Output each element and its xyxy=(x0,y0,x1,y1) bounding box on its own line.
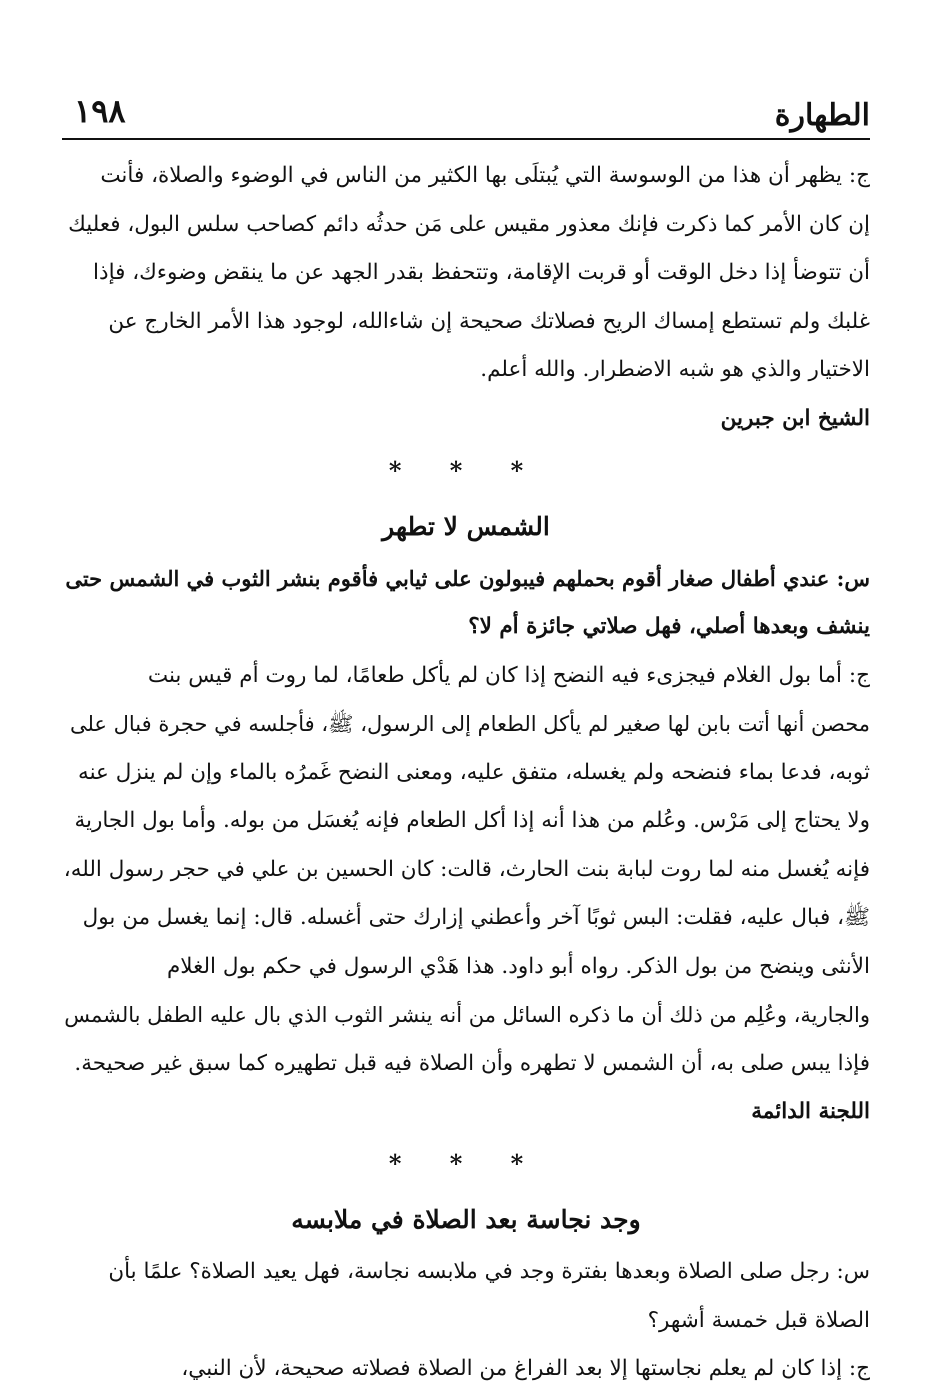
answer-line: ج: أما بول الغلام فيجزىء فيه النضح إذا كان لم يأكل طعامًا، لما روت أم قيس بنت xyxy=(147,662,870,688)
question-line: س: عندي أطفال صغار أقوم بحملهم فيبولون على ثيابي فأقوم بنشر الثوب في الشمس حتى xyxy=(65,565,870,591)
answer-line: ﷺ، فبال عليه، فقلت: البس ثوبًا آخر وأعطني إزارك حتى أغسله. قال: إنما يغسل من بول xyxy=(82,905,870,930)
page-content xyxy=(62,152,870,1394)
attribution: الشيخ ابن جبرين xyxy=(720,405,870,431)
chapter-title: الطهارة xyxy=(774,98,870,133)
answer-line: ولا يحتاج إلى مَرْس. وعُلم من هذا أنه إذا أكل الطعام فإنه يُغسَل من بوله. وأما بول الجارية xyxy=(74,808,870,833)
page-number: ١٩٨ xyxy=(74,92,126,130)
section-separator: * * * xyxy=(388,1149,544,1178)
answer-line: الاختيار والذي هو شبه الاضطرار. والله أعلم. xyxy=(480,357,870,382)
answer-line: ثوبه، فدعا بماء فنضحه ولم يغسله، متفق عليه، ومعنى النضح غَمرُه بالماء وإن لم ينزل عنه xyxy=(78,759,870,785)
attribution: اللجنة الدائمة xyxy=(751,1099,870,1124)
answer-line: غلبك ولم تستطع إمساك الريح فصلاتك صحيحة إن شاءالله، لوجود هذا الأمر الخارج عن xyxy=(108,308,870,334)
section-heading: الشمس لا تطهر xyxy=(382,511,550,541)
answer-line: ج: يظهر أن هذا من الوسوسة التي يُبتلَى بها الكثير من الناس في الوضوء والصلاة، فأنت xyxy=(100,163,870,188)
answer-line: فإذا يبس صلى به، أن الشمس لا تطهره وأن الصلاة فيه قبل تطهيره كما سبق غير صحيحة. xyxy=(74,1050,870,1076)
question-line: س: رجل صلى الصلاة وبعدها بفترة وجد في ملابسه نجاسة، فهل يعيد الصلاة؟ علمًا بأن xyxy=(108,1259,870,1284)
answer-line: فإنه يُغسل منه لما روت لبابة بنت الحارث، قالت: كان الحسين بن علي في حجر رسول الله، xyxy=(63,856,870,882)
answer-line: الأنثى وينضح من بول الذكر. رواه أبو داود. هذا هَدْي الرسول في حكم بول الغلام xyxy=(166,953,870,979)
page-header xyxy=(62,92,870,140)
answer-line: أن تتوضأ إذا دخل الوقت أو قربت الإقامة، وتتحفظ بقدر الجهد عن ما ينقض وضوءك، فإذا xyxy=(93,260,870,285)
answer-line: محصن أنها أتت بابن لها صغير لم يأكل الطعام إلى الرسول، ﷺ، فأجلسه في حجرة فبال على xyxy=(69,712,870,736)
question-line: الصلاة قبل خمسة أشهر؟ xyxy=(647,1307,870,1333)
section-separator: * * * xyxy=(388,455,544,485)
answer-line: ج: إذا كان لم يعلم نجاستها إلا بعد الفراغ من الصلاة فصلاته صحيحة، لأن النبي، xyxy=(181,1356,870,1381)
question-line: ينشف وبعدها أصلي، فهل صلاتي جائزة أم لا؟ xyxy=(468,614,870,639)
answer-line: والجارية، وعُلِم من ذلك أن ما ذكره السائل من أنه ينشر الثوب الذي بال عليه الطفل بالشمس xyxy=(64,1003,870,1027)
section-heading: وجد نجاسة بعد الصلاة في ملابسه xyxy=(291,1205,641,1234)
answer-line: إن كان الأمر كما ذكرت فإنك معذور مقيس على مَن حدثُه دائم كصاحب سلس البول، فعليك xyxy=(68,211,870,237)
